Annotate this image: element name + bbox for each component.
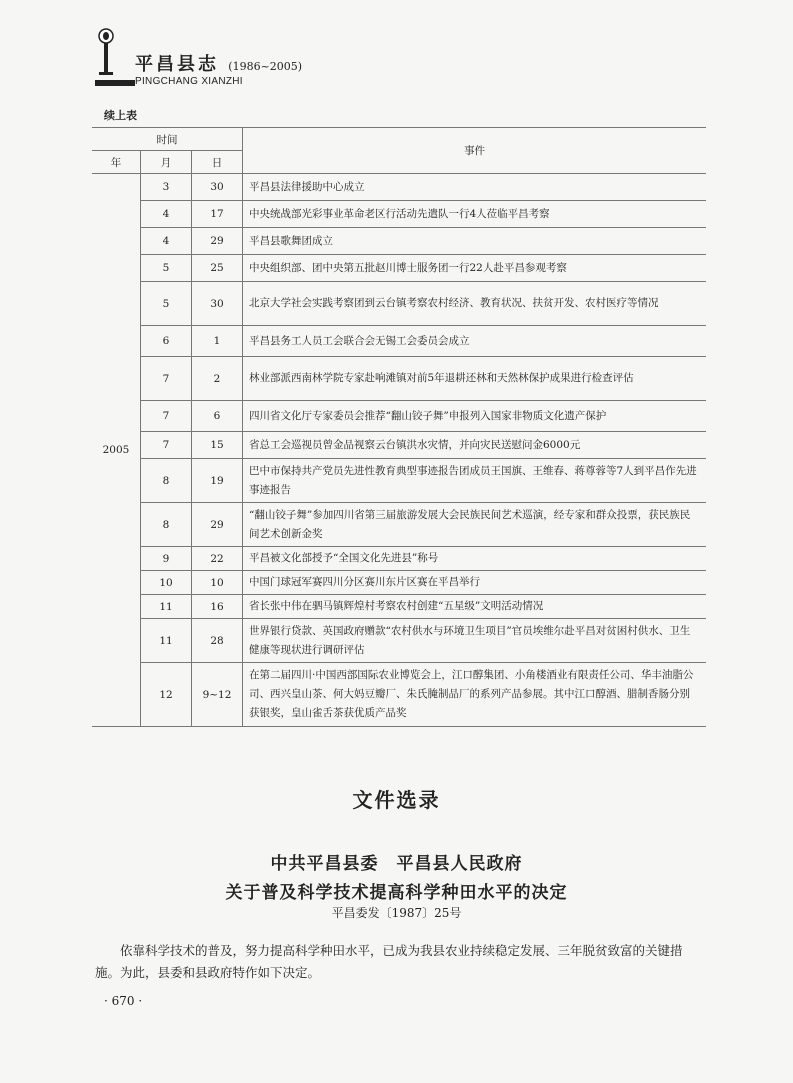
table-row <box>92 432 706 459</box>
month-cell: 3 <box>141 174 192 201</box>
table-row <box>92 228 706 255</box>
book-logo-icon <box>95 28 117 88</box>
day-cell: 29 <box>192 228 243 255</box>
day-cell: 6 <box>192 401 243 432</box>
continued-label: 续上表 <box>104 109 137 122</box>
table-row <box>92 201 706 228</box>
day-cell: 1 <box>192 326 243 357</box>
year-cell: 2005 <box>92 174 141 727</box>
month-cell: 7 <box>141 432 192 459</box>
table-row <box>92 547 706 571</box>
day-cell: 30 <box>192 174 243 201</box>
table-row <box>92 282 706 326</box>
event-cell: 北京大学社会实践考察团到云台镇考察农村经济、教育状况、扶贫开发、农村医疗等情况 <box>243 282 707 326</box>
event-cell: 中央组织部、团中央第五批赵川博士服务团一行22人赴平昌参观考察 <box>243 255 707 282</box>
table-row <box>92 357 706 401</box>
table-row <box>92 663 706 727</box>
month-cell: 10 <box>141 571 192 595</box>
book-subtitle: PINGCHANG XIANZHI <box>135 76 243 87</box>
month-cell: 4 <box>141 201 192 228</box>
event-cell: 平昌县歌舞团成立 <box>243 228 707 255</box>
event-cell: 平昌县法律援助中心成立 <box>243 174 707 201</box>
day-cell: 29 <box>192 503 243 547</box>
month-cell: 7 <box>141 357 192 401</box>
month-cell: 9 <box>141 547 192 571</box>
table-row <box>92 326 706 357</box>
running-header <box>95 28 415 98</box>
table-row <box>92 255 706 282</box>
document-number: 平昌委发〔1987〕25号 <box>331 906 462 920</box>
month-cell: 5 <box>141 255 192 282</box>
day-cell: 15 <box>192 432 243 459</box>
day-cell: 9~12 <box>192 663 243 727</box>
event-cell: 平昌被文化部授予“全国文化先进县”称号 <box>243 547 707 571</box>
document-title-line2: 关于普及科学技术提高科学种田水平的决定 <box>225 883 568 903</box>
day-cell: 28 <box>192 619 243 663</box>
day-cell: 25 <box>192 255 243 282</box>
events-table <box>92 127 706 727</box>
month-cell: 8 <box>141 459 192 503</box>
section-title: 文件选录 <box>352 788 441 812</box>
page-number: · 670 · <box>104 994 143 1008</box>
day-cell: 2 <box>192 357 243 401</box>
event-cell: 巴中市保持共产党员先进性教育典型事迹报告团成员王国旗、王维春、蒋尊蓉等7人到平昌作先进事迹报告 <box>243 459 707 503</box>
event-cell: 省长张中伟在驷马镇辉煌村考察农村创建“五星级”文明活动情况 <box>243 595 707 619</box>
table-row <box>92 571 706 595</box>
event-cell: 中央统战部光彩事业革命老区行活动先遣队一行4人莅临平昌考察 <box>243 201 707 228</box>
event-cell: 四川省文化厅专家委员会推荐“翻山铰子舞”申报列入国家非物质文化遗产保护 <box>243 401 707 432</box>
event-cell: 中国门球冠军赛四川分区赛川东片区赛在平昌举行 <box>243 571 707 595</box>
table-row <box>92 503 706 547</box>
event-cell: 世界银行贷款、英国政府赠款“农村供水与环境卫生项目”官员埃维尔赴平昌对贫困村供水、卫生健康等现状进行调研评估 <box>243 619 707 663</box>
table-row <box>92 595 706 619</box>
day-cell: 19 <box>192 459 243 503</box>
table-row <box>92 401 706 432</box>
table-row <box>92 174 706 201</box>
month-cell: 8 <box>141 503 192 547</box>
event-cell: 林业部派西南林学院专家赴响滩镇对前5年退耕还林和天然林保护成果进行检查评估 <box>243 357 707 401</box>
event-cell: 平昌县务工人员工会联合会无锡工会委员会成立 <box>243 326 707 357</box>
body-paragraph: 依靠科学技术的普及，努力提高科学种田水平，已成为我县农业持续稳定发展、三年脱贫致富的关键措施。为此，县委和县政府特作如下决定。 <box>95 943 683 980</box>
day-cell: 30 <box>192 282 243 326</box>
month-cell: 12 <box>141 663 192 727</box>
book-title: 平昌县志 (1986~2005) <box>135 54 303 75</box>
day-cell: 16 <box>192 595 243 619</box>
month-cell: 7 <box>141 401 192 432</box>
book-years: (1986~2005) <box>228 60 303 73</box>
document-title-line1: 中共平昌县委 平昌县人民政府 <box>270 854 523 874</box>
event-cell: 在第二届四川·中国西部国际农业博览会上，江口醇集团、小角楼酒业有限责任公司、华丰油脂公司、西兴皇山茶、何大妈豆瓣厂、朱氏腌制品厂的系列产品参展。其中江口醇酒、腊制香肠分别获银奖，皇山雀舌茶获优质产品奖 <box>243 663 707 727</box>
header-bar <box>95 80 135 86</box>
day-cell: 10 <box>192 571 243 595</box>
table-row <box>92 459 706 503</box>
day-cell: 17 <box>192 201 243 228</box>
header-event: 事件 <box>243 128 707 174</box>
header-day: 日 <box>192 151 243 174</box>
event-cell: 省总工会巡视员曾金品视察云台镇洪水灾情，并向灾民送慰问金6000元 <box>243 432 707 459</box>
month-cell: 11 <box>141 595 192 619</box>
day-cell: 22 <box>192 547 243 571</box>
month-cell: 4 <box>141 228 192 255</box>
table-row <box>92 619 706 663</box>
month-cell: 11 <box>141 619 192 663</box>
event-cell: “翻山铰子舞”参加四川省第三届旅游发展大会民族民间艺术巡演，经专家和群众投票，获民族民间艺术创新金奖 <box>243 503 707 547</box>
month-cell: 6 <box>141 326 192 357</box>
header-month: 月 <box>141 151 192 174</box>
header-time: 时间 <box>92 128 243 151</box>
month-cell: 5 <box>141 282 192 326</box>
header-year: 年 <box>92 151 141 174</box>
